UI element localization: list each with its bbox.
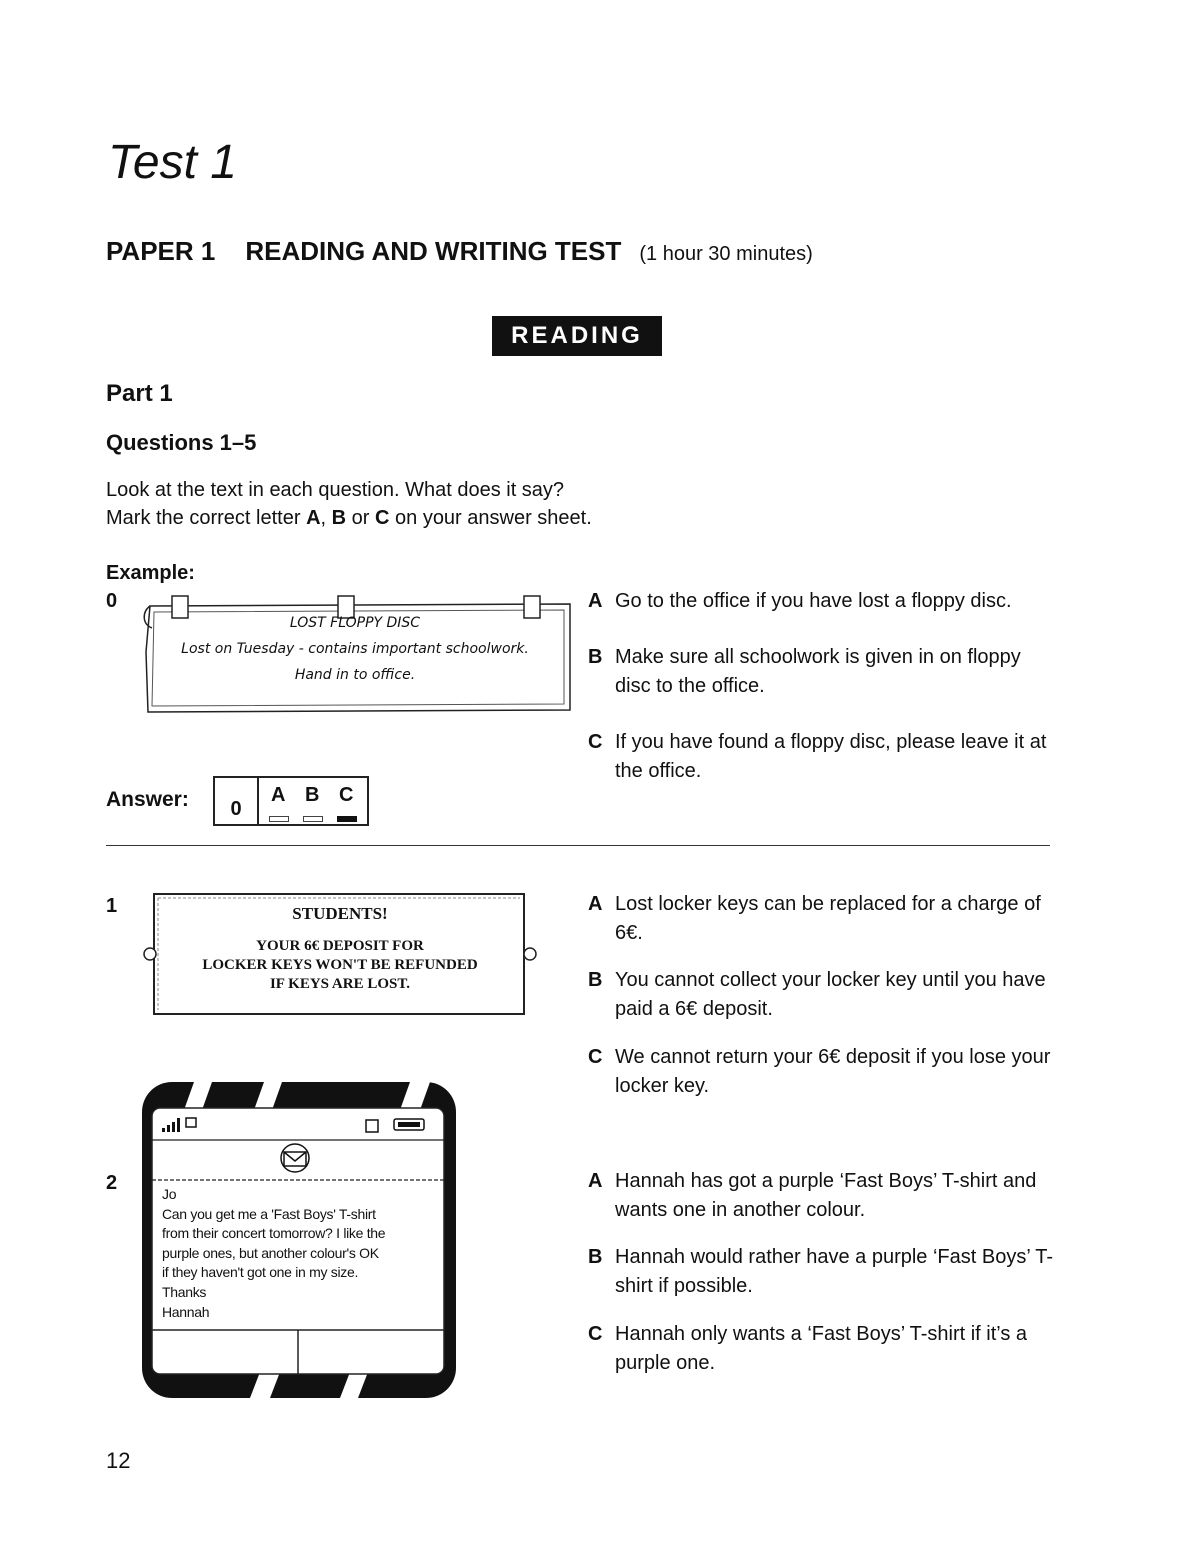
option-letter: C xyxy=(588,731,603,753)
example-number: 0 xyxy=(106,590,118,612)
instr-letter-a: A xyxy=(306,507,321,529)
question-2-option-b xyxy=(588,1243,1058,1301)
instr-text: on your answer sheet. xyxy=(389,507,592,529)
page-number: 12 xyxy=(106,1448,131,1473)
option-letter: A xyxy=(588,590,603,612)
paper-heading xyxy=(106,236,813,267)
example-notice xyxy=(140,592,572,716)
test-title: Test 1 xyxy=(108,136,237,189)
notice-line: IF KEYS ARE LOST. xyxy=(269,976,411,992)
notice-line: Hand in to office. xyxy=(294,667,416,683)
instructions-line-2 xyxy=(106,504,592,532)
question-2-number: 2 xyxy=(106,1172,118,1194)
option-text: If you have found a floppy disc, please leave it at the office. xyxy=(615,731,1047,782)
instr-text: Mark the correct letter xyxy=(106,507,307,529)
answer-choices xyxy=(259,778,367,824)
notice-line: LOST FLOPPY DISC xyxy=(289,615,421,631)
notice-line: LOCKER KEYS WON'T BE REFUNDED xyxy=(202,957,478,973)
message-line: from their concert tomorrow? I like the xyxy=(162,1225,386,1242)
option-text: Lost locker keys can be replaced for a charge of 6€. xyxy=(615,893,1041,944)
question-2-option-c xyxy=(588,1320,1058,1378)
instructions xyxy=(106,476,592,532)
question-1-option-c xyxy=(588,1043,1058,1101)
question-1-notice xyxy=(142,892,542,1020)
answer-box xyxy=(213,776,369,826)
question-2-option-a xyxy=(588,1167,1058,1225)
instr-letter-c: C xyxy=(375,507,390,529)
paper-label: PAPER 1 xyxy=(106,236,216,266)
part-heading: Part 1 xyxy=(106,380,173,407)
option-text: Hannah would rather have a purple ‘Fast Boys’ T-shirt if possible. xyxy=(615,1246,1054,1297)
answer-label: Answer: xyxy=(106,788,189,811)
answer-mark-c-filled xyxy=(337,816,357,822)
option-letter: B xyxy=(588,969,603,991)
option-letter: C xyxy=(588,1323,603,1345)
answer-letter-b: B xyxy=(305,784,320,806)
notice-line: Lost on Tuesday - contains important schoolwork. xyxy=(181,641,529,657)
option-text: You cannot collect your locker key until you have paid a 6€ deposit. xyxy=(615,969,1046,1020)
paper-name: READING AND WRITING TEST xyxy=(245,236,622,266)
option-letter: B xyxy=(588,646,603,668)
answer-mark-b xyxy=(303,816,323,822)
message-line: purple ones, but another colour's OK xyxy=(162,1244,379,1261)
answer-mark-a xyxy=(269,816,289,822)
instr-letter-b: B xyxy=(331,507,347,529)
question-1-number: 1 xyxy=(106,895,118,917)
option-letter: A xyxy=(588,1170,603,1192)
message-line: if they haven't got one in my size. xyxy=(162,1264,359,1281)
message-recipient: Jo xyxy=(162,1186,177,1202)
divider xyxy=(106,845,1050,846)
message-line: Thanks xyxy=(162,1283,207,1300)
notice-heading: STUDENTS! xyxy=(292,904,388,923)
paper-duration: (1 hour 30 minutes) xyxy=(639,243,813,265)
answer-letter-c: C xyxy=(339,784,354,806)
example-option-c xyxy=(588,728,1058,786)
questions-heading: Questions 1–5 xyxy=(106,430,257,455)
option-letter: B xyxy=(588,1246,603,1268)
notice-line: YOUR 6€ DEPOSIT FOR xyxy=(256,938,424,954)
option-letter: A xyxy=(588,893,603,915)
mobile-phone-message xyxy=(140,1080,458,1400)
instr-sep: or xyxy=(346,507,375,529)
message-sender: Hannah xyxy=(162,1303,210,1320)
instructions-line-1: Look at the text in each question. What does it say? xyxy=(106,479,565,501)
option-letter: C xyxy=(588,1046,603,1068)
option-text: Make sure all schoolwork is given in on floppy disc to the office. xyxy=(615,646,1021,697)
option-text: Go to the office if you have lost a floppy disc. xyxy=(615,590,1012,612)
question-1-option-a xyxy=(588,890,1058,948)
question-1-option-b xyxy=(588,966,1058,1024)
example-label: Example: xyxy=(106,562,195,584)
answer-letter-a: A xyxy=(271,784,286,806)
example-option-a xyxy=(588,587,1058,616)
message-line: Can you get me a 'Fast Boys' T-shirt xyxy=(162,1205,376,1222)
example-option-b xyxy=(588,643,1058,701)
option-text: Hannah only wants a ‘Fast Boys’ T-shirt if it’s a purple one. xyxy=(615,1323,1028,1374)
option-text: We cannot return your 6€ deposit if you lose your locker key. xyxy=(615,1046,1051,1097)
option-text: Hannah has got a purple ‘Fast Boys’ T-shirt and wants one in another colour. xyxy=(615,1170,1037,1221)
reading-section-badge: READING xyxy=(492,316,662,356)
instr-sep: , xyxy=(320,507,332,529)
answer-number: 0 xyxy=(215,778,259,824)
